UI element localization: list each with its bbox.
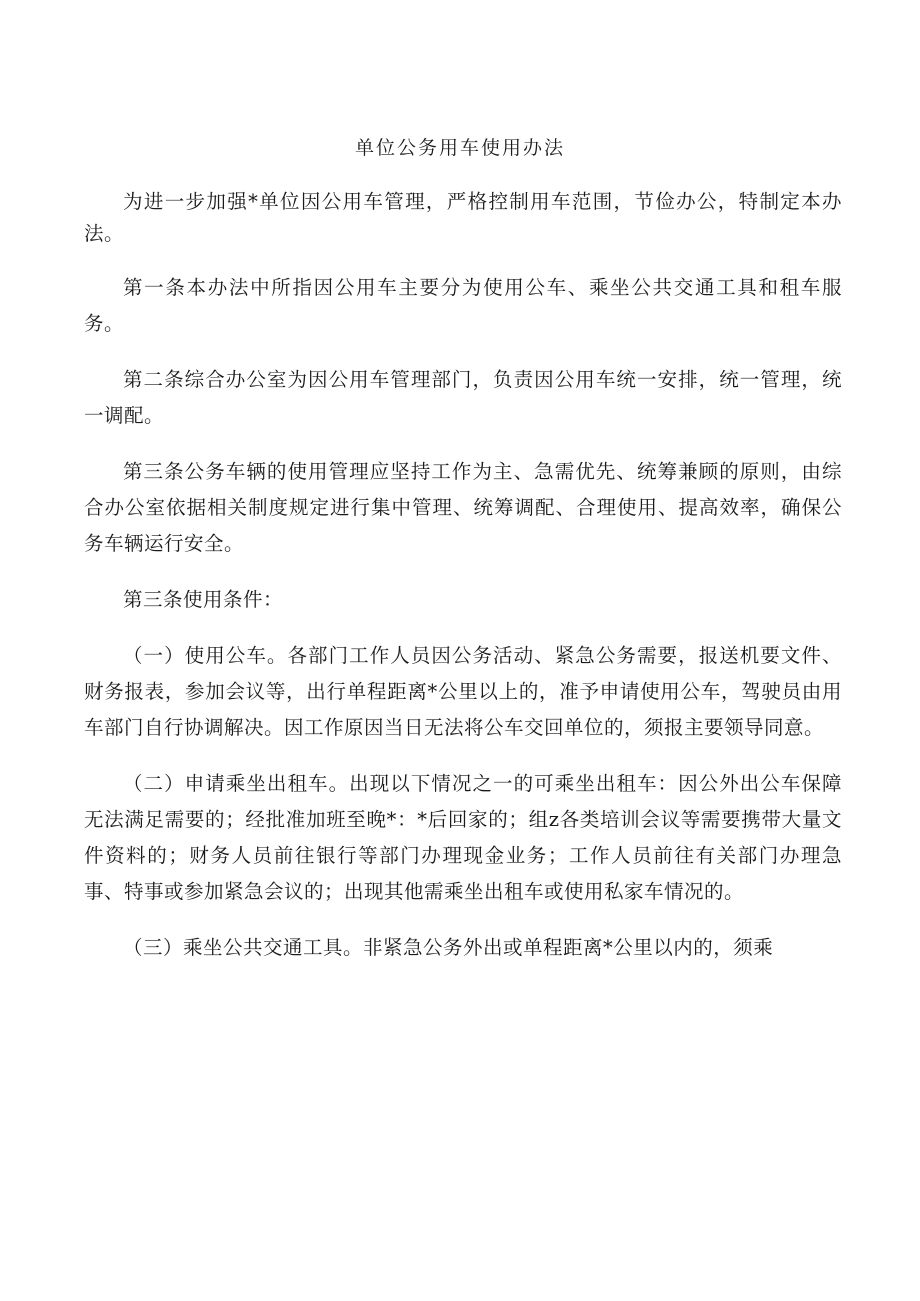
paragraph-item-3: （三）乘坐公共交通工具。非紧急公务外出或单程距离*公里以内的，须乘 <box>123 936 774 959</box>
document-title: 单位公务用车使用办法 <box>354 137 565 159</box>
document-body <box>84 186 842 966</box>
paragraph-item-1: （一）使用公车。各部门工作人员因公务活动、紧急公务需要，报送机要文件、财务报表，参加会议等，出行单程距离*公里以上的，准予申请使用公车，驾驶员由用车部门自行协调解决。因工作原因当日无法将公车交回单位的，须报主要领导同意。 <box>84 644 842 739</box>
paragraph-intro: 为进一步加强*单位因公用车管理，严格控制用车范围，节俭办公，特制定本办法。 <box>84 190 842 245</box>
paragraph-article-2: 第二条综合办公室为因公用车管理部门，负责因公用车统一安排，统一管理，统一调配。 <box>84 368 842 427</box>
paragraph-article-3: 第三条公务车辆的使用管理应坚持工作为主、急需优先、统筹兼顾的原则，由综合办公室依据相关制度规定进行集中管理、统筹调配、合理使用、提高效率，确保公务车辆运行安全。 <box>84 460 842 555</box>
paragraph-usage-conditions: 第三条使用条件： <box>123 588 284 611</box>
paragraph-article-1: 第一条本办法中所指因公用车主要分为使用公车、乘坐公共交通工具和租车服务。 <box>84 276 842 335</box>
paragraph-item-2: （二）申请乘坐出租车。出现以下情况之一的可乘坐出租车：因公外出公车保障无法满足需要的；经批准加班至晚*：*后回家的；组z各类培训会议等需要携带大量文件资料的；财务人员前往银行等部门办理现金业务；工作人员前往有关部门办理急事、特事或参加紧急会议的；出现其他需乘坐出租车或使用私家车情况的。 <box>84 772 842 903</box>
